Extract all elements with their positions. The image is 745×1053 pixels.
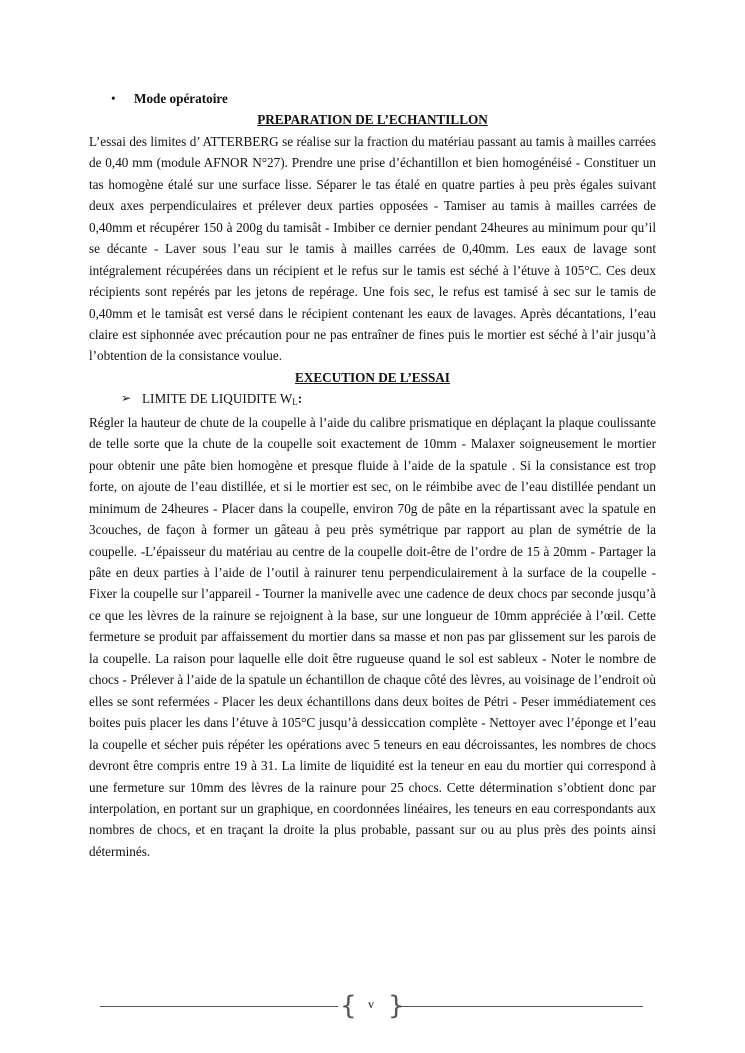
execution-title: EXECUTION DE L’ESSAI [295,369,450,385]
left-brace-icon: { [340,991,357,1021]
subheading-suffix: : [297,391,303,407]
arrow-bullet-icon: ➢ [121,391,132,406]
execution-paragraph: Régler la hauteur de chute de la coupelle à l’aide du calibre prismatique en déplaçant la plaque coulissante de telle sorte que la chute de la coupelle soit exactement de 10mm - Malaxer soigneusement le mortier pour obtenir une pâte bien homogène et presque fluide à l’aide de la spatule . Si la consistance est trop forte, on ajoute de l’eau distillée, et si le mortier est sec, on le réimbibe avec de l’eau distillée pendant un minimum de 24heures - Placer dans la coupelle, environ 70g de pâte en la répartissant avec la spatule en 3couches, de façon à former un gâteau à peu près symétrique par rapport au plan de symétrie de la coupelle. -L’épaisseur du matériau au centre de la coupelle doit-être de l’ordre de 15 à 20mm - Partager la pâte en deux parties à l’aide de l’outil à rainurer tenu perpendiculairement à la surface de la coupelle - Fixer la coupelle sur l’appareil - Tourner la manivelle avec une cadence de deux chocs par seconde jusqu’à ce que les lèvres de la rainure se rejoignent à la base, sur une longueur de 10mm appréciée à l’œil. Cette fermeture se produit par affaissement du mortier dans sa masse et non pas par glissement sur les parois de la coupelle. La raison pour laquelle elle doit être rugueuse quand le sol est sableux - Noter le nombre de chocs - Prélever à l’aide de la spatule un échantillon de chaque côté des lèvres, au voisinage de l’endroit où elles se sont refermées - Placer les deux échantillons dans deux boites de Pétri - Peser immédiatement ces boites puis placer les dans l’étuve à 105°C jusqu’à dessiccation complète - Nettoyer avec l’éponge et l’eau la coupelle et sécher puis répéter les opérations avec 5 teneurs en eau décroissantes, les nombres de chocs devront être compris entre 19 à 31. La limite de liquidité est la teneur en eau du mortier qui correspond à une fermeture sur 10mm des lèvres de la rainure pour 25 chocs. Cette détermination s’obtient donc par interpolation, en portant sur un graphique, en coordonnées linéaires, les teneurs en eau correspondants aux nombres de chocs, et en traçant la droite la plus probable, passant sur ou au plus près des points ainsi déterminés. [89,414,656,859]
preparation-paragraph: L’essai des limites d’ ATTERBERG se réalise sur la fraction du matériau passant au tamis à mailles carrées de 0,40 mm (module AFNOR N°27). Prendre une prise d’échantillon et bien homogénéisé - Constituer un tas homogène étalé sur une surface lisse. Séparer le tas étalé en quatre parties à peu près égales suivant deux axes perpendiculaires et prélever deux parties opposées - Tamiser au tamis à mailles carrées de 0,40mm et récupérer 150 à 200g du tamisât - Imbiber ce dernier pendant 24heures au minimum pour qu’il se décante - Laver sous l’eau sur le tamis à mailles carrées de 0,40mm. Les eaux de lavage sont intégralement récupérées dans un récipient et le refus sur le tamis est séché à l’étuve à 105°C. Ces deux récipients sont repérés par les jetons de repérage. Une fois sec, le refus est tamisé à sec sur le tamis de 0,40mm et le tamisât est versé dans le récipient contenant les eaux de lavages. Après décantations, l’eau claire est siphonnée avec précaution pour ne pas entraîner de fines puis le mortier est séché à l’air jusqu’à l’obtention de la consistance voulue. [89,133,656,364]
right-brace-icon: } [388,991,405,1021]
liquidity-limit-subheading [89,388,656,411]
subheading-label: LIMITE DE LIQUIDITE W [142,391,293,407]
preparation-title: PREPARATION DE L’ECHANTILLON [257,112,488,128]
subheading-subscript: L [292,397,298,408]
page-footer [100,991,643,1021]
section-heading [89,88,656,109]
page-number: v [368,997,374,1011]
footer-rule-left [100,1006,338,1007]
footer-rule-right [398,1006,643,1007]
bullet-icon: • [111,91,116,106]
document-body [89,88,656,862]
section-heading-label: Mode opératoire [134,91,228,106]
